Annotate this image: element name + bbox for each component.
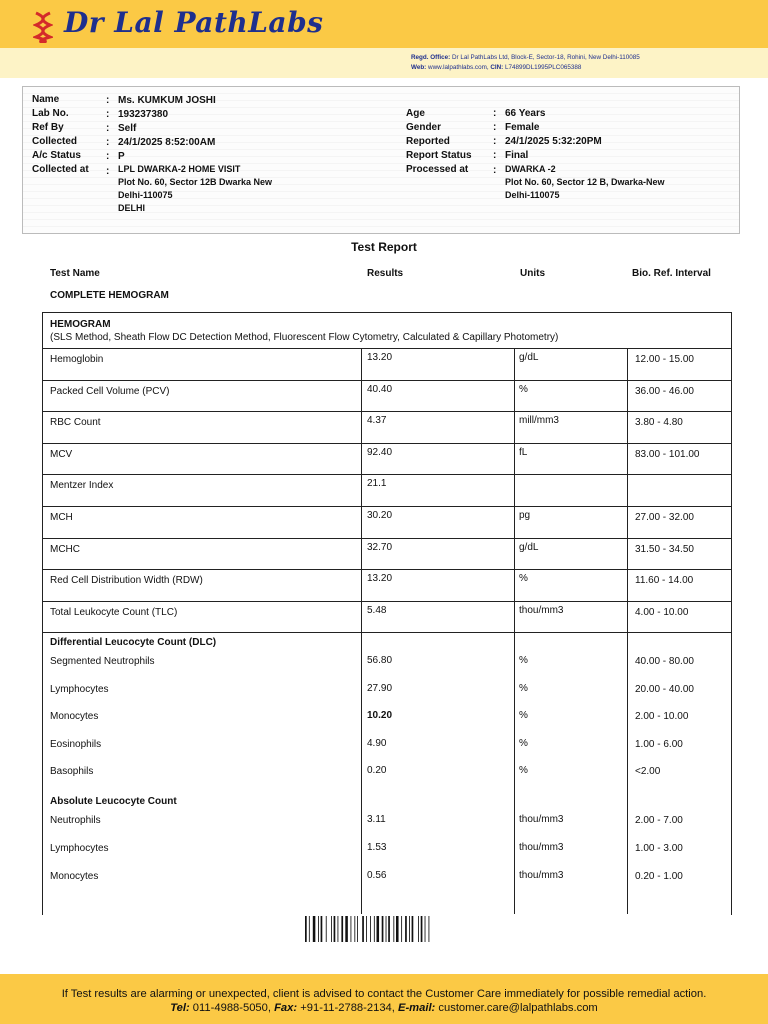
test-name: MCH <box>50 512 73 523</box>
barcode-bar <box>374 916 375 942</box>
age-label: Age <box>406 108 425 119</box>
test-ref-interval: 2.00 - 7.00 <box>635 815 683 826</box>
test-name: Basophils <box>50 766 94 777</box>
header-address-strip <box>0 48 768 78</box>
report-status: Final <box>505 150 529 161</box>
test-name: Segmented Neutrophils <box>50 656 155 667</box>
test-unit: % <box>519 573 528 584</box>
test-result: 4.37 <box>367 415 387 426</box>
test-name: MCV <box>50 449 73 460</box>
test-ref-interval: <2.00 <box>635 766 661 777</box>
test-ref-interval: 12.00 - 15.00 <box>635 354 694 365</box>
name-label: Name <box>32 94 60 105</box>
collected-label: Collected <box>32 136 78 147</box>
test-ref-interval: 1.00 - 3.00 <box>635 843 683 854</box>
test-result: 32.70 <box>367 542 393 553</box>
test-result: 56.80 <box>367 655 393 666</box>
processed-at-line3: Delhi-110075 <box>505 190 560 200</box>
row-divider <box>42 632 732 633</box>
test-unit: thou/mm3 <box>519 814 564 825</box>
test-unit: thou/mm3 <box>519 605 564 616</box>
test-unit: % <box>519 710 528 721</box>
collected-at-line3: Delhi-110075 <box>118 190 173 200</box>
barcode-bar <box>370 916 371 942</box>
test-result: 10.20 <box>367 710 393 721</box>
gender-label: Gender <box>406 122 442 133</box>
test-ref-interval: 40.00 - 80.00 <box>635 656 694 667</box>
test-name: Red Cell Distribution Width (RDW) <box>50 575 203 586</box>
test-unit: g/dL <box>519 352 539 363</box>
test-name: Neutrophils <box>50 815 101 826</box>
age: 66 Years <box>505 108 546 119</box>
barcode-bar <box>418 916 419 942</box>
ref-by: Self <box>118 123 137 134</box>
processed-at-line2: Plot No. 60, Sector 12 B, Dwarka-New <box>505 177 665 187</box>
col-test-name: Test Name <box>50 268 100 279</box>
colon: : <box>106 137 110 148</box>
test-result: 13.20 <box>367 352 393 363</box>
panel-title: COMPLETE HEMOGRAM <box>50 290 169 301</box>
barcode-bar <box>396 916 399 942</box>
barcode-bar <box>351 916 352 942</box>
test-name: RBC Count <box>50 417 101 428</box>
section-method: (SLS Method, Sheath Flow DC Detection Method, Fluorescent Flow Cytometry, Calculated & Capillary Photometry) <box>50 332 559 343</box>
row-divider <box>42 538 732 539</box>
test-ref-interval: 0.20 - 1.00 <box>635 871 683 882</box>
barcode-bar <box>331 916 332 942</box>
brand-logo-text: Dr Lal PathLabs <box>64 6 324 39</box>
barcode-bar <box>362 916 364 942</box>
col-divider <box>627 348 628 914</box>
test-name: Lymphocytes <box>50 684 109 695</box>
colon: : <box>493 165 497 176</box>
test-result: 21.1 <box>367 478 387 489</box>
test-unit: g/dL <box>519 542 539 553</box>
barcode-bar <box>366 916 367 942</box>
barcode-bar <box>393 916 394 942</box>
barcode-bar <box>382 916 384 942</box>
col-divider <box>361 348 362 914</box>
test-name: Monocytes <box>50 871 99 882</box>
reportstatus-label: Report Status <box>406 150 472 161</box>
colon: : <box>106 123 110 134</box>
row-divider <box>42 601 732 602</box>
barcode-bar <box>377 916 380 942</box>
patient-name: Ms. KUMKUM JOSHI <box>118 95 216 106</box>
colon: : <box>106 151 110 162</box>
acstatus-label: A/c Status <box>32 150 81 161</box>
registered-office: Regd. Office: Dr Lal PathLabs Ltd, Block-E, Sector-18, Rohini, New Delhi-110085 Web: www.lalpathlabs.com, CIN: L74899DL1995PLC065388 <box>411 54 640 71</box>
barcode-bar <box>409 916 410 942</box>
test-unit: mill/mm3 <box>519 415 559 426</box>
test-result: 0.20 <box>367 765 387 776</box>
collected-at-line2: Plot No. 60, Sector 12B Dwarka New <box>118 177 273 187</box>
test-ref-interval: 11.60 - 14.00 <box>635 575 694 586</box>
test-result: 40.40 <box>367 384 393 395</box>
processedat-label: Processed at <box>406 164 469 175</box>
footer-notice: If Test results are alarming or unexpected, client is advised to contact the Customer Care immediately for possible remedial action. <box>61 988 707 1000</box>
colon: : <box>106 109 110 120</box>
test-unit: fL <box>519 447 528 458</box>
barcode-bar <box>326 916 327 942</box>
refby-label: Ref By <box>32 122 64 133</box>
alc-title: Absolute Leucocyte Count <box>50 796 177 807</box>
test-result: 3.11 <box>367 814 386 825</box>
test-result: 13.20 <box>367 573 393 584</box>
col-results: Results <box>367 268 404 279</box>
test-ref-interval: 2.00 - 10.00 <box>635 711 689 722</box>
barcode-bar <box>386 916 387 942</box>
collected-at-line1: LPL DWARKA-2 HOME VISIT <box>118 164 241 174</box>
collected-at-line4: DELHI <box>118 203 145 213</box>
lab-number: 193237380 <box>118 109 169 120</box>
gender: Female <box>505 122 540 133</box>
test-ref-interval: 20.00 - 40.00 <box>635 684 694 695</box>
row-divider <box>42 380 732 381</box>
colon: : <box>106 95 110 106</box>
test-unit: thou/mm3 <box>519 842 564 853</box>
test-result: 5.48 <box>367 605 387 616</box>
test-unit: % <box>519 738 528 749</box>
test-ref-interval: 4.00 - 10.00 <box>635 607 689 618</box>
test-result: 30.20 <box>367 510 393 521</box>
test-unit: % <box>519 384 528 395</box>
dna-helix-icon <box>33 11 53 43</box>
labno-label: Lab No. <box>32 108 69 119</box>
test-unit: % <box>519 655 528 666</box>
barcode-bar <box>388 916 390 942</box>
test-name: Total Leukocyte Count (TLC) <box>50 607 178 618</box>
ac-status: P <box>118 151 125 162</box>
row-divider <box>42 348 732 349</box>
test-unit: pg <box>519 510 531 521</box>
barcode-bar <box>334 916 336 942</box>
report-title: Test Report <box>351 240 417 254</box>
test-unit: % <box>519 683 528 694</box>
barcode-bar <box>305 916 307 942</box>
collectedat-label: Collected at <box>32 164 89 175</box>
row-divider <box>42 569 732 570</box>
test-unit: thou/mm3 <box>519 870 564 881</box>
test-name: Packed Cell Volume (PCV) <box>50 386 170 397</box>
section-title: HEMOGRAM <box>50 319 111 330</box>
barcode-bar <box>345 916 348 942</box>
test-ref-interval: 3.80 - 4.80 <box>635 417 683 428</box>
colon: : <box>493 136 497 147</box>
test-name: Mentzer Index <box>50 480 114 491</box>
col-ref-interval: Bio. Ref. Interval <box>632 268 711 279</box>
footer-contacts: Tel: 011-4988-5050, Fax: +91-11-2788-2134, E-mail: customer.care@lalpathlabs.com <box>170 1002 598 1014</box>
test-ref-interval: 83.00 - 101.00 <box>635 449 700 460</box>
row-divider <box>42 411 732 412</box>
barcode-bar <box>401 916 402 942</box>
test-unit: % <box>519 765 528 776</box>
colon: : <box>493 150 497 161</box>
dlc-title: Differential Leucocyte Count (DLC) <box>50 637 217 648</box>
barcode-bar <box>321 916 323 942</box>
barcode-bar <box>313 916 316 942</box>
colon: : <box>493 122 497 133</box>
test-ref-interval: 1.00 - 6.00 <box>635 739 683 750</box>
test-ref-interval: 36.00 - 46.00 <box>635 386 694 397</box>
col-divider <box>514 348 515 914</box>
barcode-bar <box>338 916 339 942</box>
test-result: 1.53 <box>367 842 387 853</box>
barcode-bar <box>309 916 310 942</box>
row-divider <box>42 506 732 507</box>
test-ref-interval: 31.50 - 34.50 <box>635 544 694 555</box>
barcode-bar <box>341 916 343 942</box>
barcode-bar <box>354 916 355 942</box>
barcode-bar <box>318 916 319 942</box>
test-result: 4.90 <box>367 738 387 749</box>
barcode <box>305 916 473 942</box>
barcode-bar <box>357 916 358 942</box>
row-divider <box>42 474 732 475</box>
test-name: Hemoglobin <box>50 354 104 365</box>
test-name: Monocytes <box>50 711 99 722</box>
row-divider <box>42 443 732 444</box>
collected-time: 24/1/2025 8:52:00AM <box>118 137 216 148</box>
test-name: Eosinophils <box>50 739 102 750</box>
test-name: MCHC <box>50 544 80 555</box>
barcode-bar <box>405 916 407 942</box>
test-name: Lymphocytes <box>50 843 109 854</box>
colon: : <box>493 108 497 119</box>
barcode-bar <box>425 916 426 942</box>
test-result: 0.56 <box>367 870 387 881</box>
col-units: Units <box>520 268 545 279</box>
processed-at-line1: DWARKA -2 <box>505 164 556 174</box>
reported-time: 24/1/2025 5:32:20PM <box>505 136 602 147</box>
test-result: 92.40 <box>367 447 393 458</box>
test-ref-interval: 27.00 - 32.00 <box>635 512 694 523</box>
test-result: 27.90 <box>367 683 393 694</box>
reported-label: Reported <box>406 136 450 147</box>
barcode-bar <box>429 916 430 942</box>
barcode-bar <box>421 916 423 942</box>
barcode-bar <box>412 916 414 942</box>
colon: : <box>106 166 110 177</box>
